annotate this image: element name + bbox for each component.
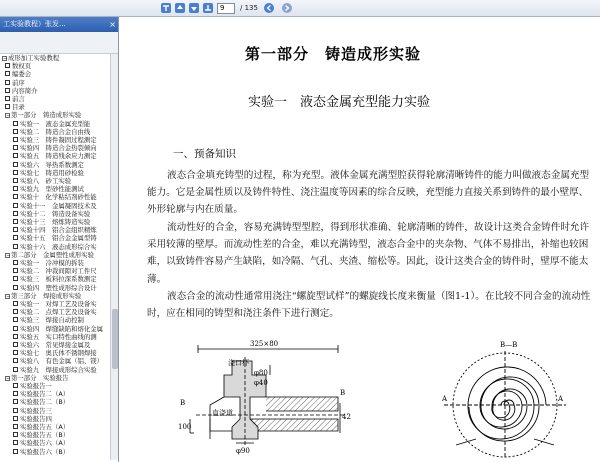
bookmark-item[interactable]: [13, 448, 69, 456]
bookmark-label: 实验报告三: [20, 406, 52, 415]
page-icon[interactable]: [13, 416, 18, 421]
bookmark-item[interactable]: [5, 87, 38, 95]
bookmark-item[interactable]: [5, 103, 25, 111]
bookmark-label: 实验八 有色金属（铝、镁）: [20, 357, 104, 366]
bookmark-item[interactable]: [13, 415, 52, 423]
bookmark-label: 实验七 铸造用砂检验: [20, 168, 84, 177]
page-icon[interactable]: [13, 227, 18, 232]
bookmark-label: 实验八 砂工实验: [20, 177, 72, 185]
bookmark-label: 目录: [12, 103, 25, 112]
bookmark-item[interactable]: [13, 267, 97, 275]
page-icon[interactable]: [13, 449, 18, 454]
bookmark-item[interactable]: [13, 325, 103, 333]
dim-80: φ80: [254, 369, 268, 377]
page-icon[interactable]: [13, 367, 18, 372]
bookmark-item[interactable]: [13, 177, 71, 185]
bookmark-label: 第二部分 金属塑性成形实验: [11, 250, 95, 259]
paragraph-3: 液态合金的流动性通常用浇注“螺旋型试样”的螺旋线长度来衡量（图1-1）。在比较不同合金的流动性时，应在相同的铸型和浇注条件下进行测定。: [147, 291, 591, 320]
first-page-button[interactable]: [160, 2, 172, 14]
bookmark-item[interactable]: [5, 79, 25, 87]
page-total-label: / 135: [240, 4, 258, 12]
bookmark-item[interactable]: [5, 292, 81, 300]
page-icon[interactable]: [13, 440, 18, 445]
bookmark-item[interactable]: [13, 185, 84, 193]
collapse-icon[interactable]: −: [6, 375, 11, 382]
bookmark-label: 实验报告五（B）: [20, 431, 70, 440]
label-b-right: B: [340, 389, 346, 397]
pdf-toolbar: [0, 0, 600, 17]
bookmark-label: 实验四 焊缝缺陷和熔化金属: [20, 324, 104, 333]
bookmark-label: 实验十一 金属凝固技术及: [20, 201, 97, 210]
bookmark-item[interactable]: [5, 251, 94, 259]
bookmark-item[interactable]: [13, 284, 97, 292]
forward-circle-icon: [281, 2, 293, 14]
dim-40: φ40: [254, 379, 268, 387]
page-number-input[interactable]: 9: [217, 3, 235, 14]
label-section-bb: B—B: [500, 341, 518, 349]
bookmark-panel: [0, 17, 119, 462]
page-icon[interactable]: [13, 219, 18, 224]
bookmark-item[interactable]: [5, 62, 31, 70]
page-icon[interactable]: [13, 408, 18, 413]
back-button[interactable]: [263, 2, 275, 14]
last-page-button[interactable]: [202, 2, 214, 14]
page-icon[interactable]: [13, 432, 18, 437]
page-icon[interactable]: [13, 170, 18, 175]
page-icon[interactable]: [13, 309, 18, 314]
bookmark-label: 实验十二 铸造设备实验: [20, 209, 91, 218]
paragraph-1: 液态合金填充铸型的过程，称为充型。液体金属充满型腔获得轮廓清晰铸件的能力叫做液态金属充型能力。它是金属性质以及铸件特性、浇注温度等因素的综合反映，充型能力直接关系到铸件的最小壁厚、外形轮廓与内在质量。: [147, 170, 590, 216]
bookmark-label: 实验报告二（B）: [20, 398, 70, 407]
bookmark-item[interactable]: [13, 382, 52, 390]
figure-spiral-test: [150, 335, 590, 462]
page-icon[interactable]: [13, 424, 18, 429]
bookmark-label: 实验十 化学粘结剂砂性能: [20, 193, 97, 202]
bookmark-item[interactable]: [13, 300, 97, 308]
bookmark-item[interactable]: [5, 95, 25, 103]
page-icon[interactable]: [13, 162, 18, 167]
bookmark-item[interactable]: [13, 407, 52, 415]
bookmark-item[interactable]: [13, 161, 84, 169]
bookmark-label: 实验七 奥氏体不锈钢焊接: [20, 349, 97, 358]
dim-100: 100: [178, 423, 192, 431]
bookmark-item[interactable]: [13, 316, 84, 324]
bookmark-label: 实验九 焊接成形综合实验: [20, 365, 97, 374]
page-icon[interactable]: [13, 121, 18, 126]
bookmark-label: 实验报告六（A）: [20, 439, 70, 448]
bookmark-label: 内容简介: [12, 86, 38, 95]
bookmark-tree: [0, 54, 110, 460]
bookmark-label: 实验四 铸造合金热裂倾向: [20, 144, 97, 153]
forward-button[interactable]: [281, 2, 293, 14]
page-icon[interactable]: [13, 399, 18, 404]
page-icon[interactable]: [13, 383, 18, 388]
bookmark-item[interactable]: [13, 120, 90, 128]
bookmark-label: 实验三 板料拉深系数测定: [20, 275, 97, 284]
page-icon[interactable]: [13, 153, 18, 158]
page-icon[interactable]: [5, 104, 10, 109]
label-a-left: A: [442, 395, 448, 403]
bookmark-label: 实验三 铸件凝固过程测定: [20, 136, 97, 144]
label-a-right: A: [558, 395, 564, 403]
bookmark-item[interactable]: [13, 226, 97, 234]
bookmark-item[interactable]: [13, 144, 97, 152]
bookmark-item[interactable]: [13, 210, 90, 218]
page-icon[interactable]: [13, 358, 18, 363]
bookmark-item[interactable]: [13, 333, 97, 341]
dim-90: φ90: [236, 447, 250, 455]
bookmark-item[interactable]: [13, 308, 97, 316]
page-icon[interactable]: [13, 211, 18, 216]
bookmark-item[interactable]: [13, 341, 90, 349]
page-icon[interactable]: [5, 96, 10, 101]
bookmark-item[interactable]: [13, 128, 90, 136]
bookmark-item[interactable]: [13, 439, 69, 447]
bookmark-label: 实验二 点焊工艺及设备实: [20, 308, 97, 317]
page-icon[interactable]: [13, 194, 18, 199]
page-icon[interactable]: [13, 244, 18, 249]
bookmark-item[interactable]: [13, 259, 84, 267]
bookmark-label: 实验报告一: [20, 382, 52, 390]
page-icon[interactable]: [13, 342, 18, 347]
page-icon[interactable]: [13, 317, 18, 322]
bookmark-label: 编委会: [12, 70, 32, 79]
spiral-drawing: [444, 351, 566, 459]
bookmark-label: 实验九 型砂性能测试: [20, 185, 84, 194]
collapse-icon[interactable]: −: [6, 113, 11, 120]
first-page-icon: [160, 2, 172, 14]
page-icon[interactable]: [13, 145, 18, 150]
bookmark-label: 数权页: [12, 62, 32, 71]
bookmark-item[interactable]: [13, 152, 97, 160]
bookmark-item[interactable]: [13, 136, 97, 144]
page-icon[interactable]: [13, 285, 18, 290]
next-page-button[interactable]: [188, 2, 200, 14]
bookmark-item[interactable]: [13, 169, 84, 177]
last-page-icon: [202, 2, 214, 14]
bookmark-label: 实验四 塑性成形综合设计: [20, 283, 97, 292]
experiment-title: 实验一 液态金属充型能力实验: [248, 95, 431, 110]
bookmark-label: 实验十四 铝合金组织精炼: [20, 226, 97, 235]
bookmark-item[interactable]: [13, 390, 69, 398]
page-icon[interactable]: [13, 203, 18, 208]
bookmark-item[interactable]: [13, 275, 97, 283]
mold-section-drawing: [190, 345, 346, 447]
page-icon[interactable]: [13, 235, 18, 240]
bookmark-label: 实验一 对焊工艺及设备实: [20, 300, 97, 308]
bookmark-item[interactable]: [5, 111, 81, 119]
bookmark-item[interactable]: [13, 193, 97, 201]
page-icon[interactable]: [5, 80, 10, 85]
page-icon[interactable]: [13, 334, 18, 339]
bookmark-item[interactable]: [13, 398, 69, 406]
bookmark-label: 实验十三 熔炼铸造实验: [20, 218, 91, 226]
bookmark-label: 实验一 冷冲模的拆装: [20, 259, 84, 267]
bookmark-item[interactable]: [5, 70, 31, 78]
bookmark-item[interactable]: [13, 366, 97, 374]
collapse-icon[interactable]: −: [6, 252, 11, 259]
bookmark-label: 实验二 铸造合金自由线: [20, 127, 91, 136]
bookmark-item[interactable]: [13, 357, 103, 365]
page-icon[interactable]: [13, 268, 18, 273]
page-icon[interactable]: [13, 178, 18, 183]
bookmark-label: 实验五 实口特性曲线的测: [20, 332, 97, 341]
bookmark-label: 实验报告六（B）: [20, 447, 70, 456]
bookmark-item[interactable]: [13, 243, 97, 251]
document-title: 工实验教程）张发...: [3, 20, 66, 28]
bookmark-item[interactable]: [13, 234, 97, 242]
bookmark-scrollbar[interactable]: [110, 54, 119, 460]
bookmark-item[interactable]: [13, 218, 90, 226]
bookmark-item[interactable]: [2, 54, 59, 62]
bookmark-label: 实验报告二（A）: [20, 390, 70, 399]
dim-42: 42: [342, 413, 351, 421]
close-icon[interactable]: ×: [109, 20, 116, 29]
label-pour-cup: 浇口杯: [228, 359, 249, 367]
document-page: [120, 17, 600, 462]
bookmark-item[interactable]: [13, 423, 69, 431]
bookmark-toolbar: [0, 32, 119, 54]
page-icon[interactable]: [13, 391, 18, 396]
collapse-icon[interactable]: −: [3, 56, 8, 62]
collapse-icon[interactable]: −: [6, 293, 11, 300]
bookmark-label: 实验十五 铝合金金属型铸: [20, 234, 97, 243]
page-icon[interactable]: [13, 186, 18, 191]
paragraph-2: 流动性好的合金，容易充满铸型型腔，得到形状准确、轮廓清晰的铸件，故设计这类合金铸件时允许采用较薄的壁厚。而流动性差的合金，难以充满铸型，液态合金中的夹杂物、气体不易排出，补缩也较困难，以致铸件容易产生缺陷，如冷隔、气孔、夹渣、缩松等。因此，设计这类合金的铸件时，壁厚不能太薄。: [147, 222, 590, 285]
bookmark-panel-title: [0, 17, 119, 32]
bookmark-label: 实验六 导热系数测定: [20, 160, 84, 169]
section-title: 一、预备知识: [173, 148, 236, 160]
label-sprue: 直浇道: [212, 409, 233, 417]
bookmark-label: 实验二 冲裁间隙对工件尺: [20, 267, 97, 276]
page-icon[interactable]: [13, 129, 18, 134]
bookmark-label: 实验五 铸造残余应力测定: [20, 152, 97, 161]
bookmark-label: 实验六 常见焊接金属及: [20, 341, 91, 349]
page-icon[interactable]: [5, 71, 10, 76]
bookmark-label: 第一部分 铸造成形实验: [11, 111, 82, 120]
bookmark-item[interactable]: [5, 374, 69, 382]
page-icon[interactable]: [13, 276, 18, 281]
back-circle-icon: [263, 2, 275, 14]
page-icon[interactable]: [13, 326, 18, 331]
page-icon[interactable]: [5, 88, 10, 93]
bookmark-item[interactable]: [13, 349, 97, 357]
bookmark-label: 前序: [12, 78, 25, 87]
bookmark-label: 实验三 焊接自动控制: [20, 316, 84, 325]
bookmark-label: 实验十六 液态成形综合实: [20, 242, 97, 251]
bookmark-label: 实验一 液态金属充型能: [20, 119, 91, 128]
bookmark-label: 第三部分 焊接成形实验: [11, 291, 82, 300]
page-icon[interactable]: [13, 260, 18, 265]
arrow-up-icon: [174, 2, 186, 14]
page-icon[interactable]: [13, 137, 18, 142]
bookmark-item[interactable]: [13, 431, 69, 439]
bookmark-label: 第一部分 实验报告: [11, 373, 69, 382]
label-b-left: B: [180, 399, 186, 407]
bookmark-label: 实验报告四: [20, 414, 52, 423]
prev-page-button[interactable]: [174, 2, 186, 14]
arrow-down-icon: [188, 2, 200, 14]
bookmark-item[interactable]: [13, 202, 97, 210]
page-icon[interactable]: [13, 301, 18, 306]
dim-325x80: 325×80: [250, 340, 279, 348]
scrollbar-thumb[interactable]: [112, 309, 118, 369]
bookmark-label: 前言: [12, 95, 25, 103]
page-icon[interactable]: [5, 63, 10, 68]
bookmark-label: 成形加工实验教程: [8, 54, 60, 62]
bookmark-label: 实验报告五（A）: [20, 423, 70, 431]
part-title: 第一部分 铸造成形实验: [245, 45, 422, 63]
page-icon[interactable]: [13, 350, 18, 355]
